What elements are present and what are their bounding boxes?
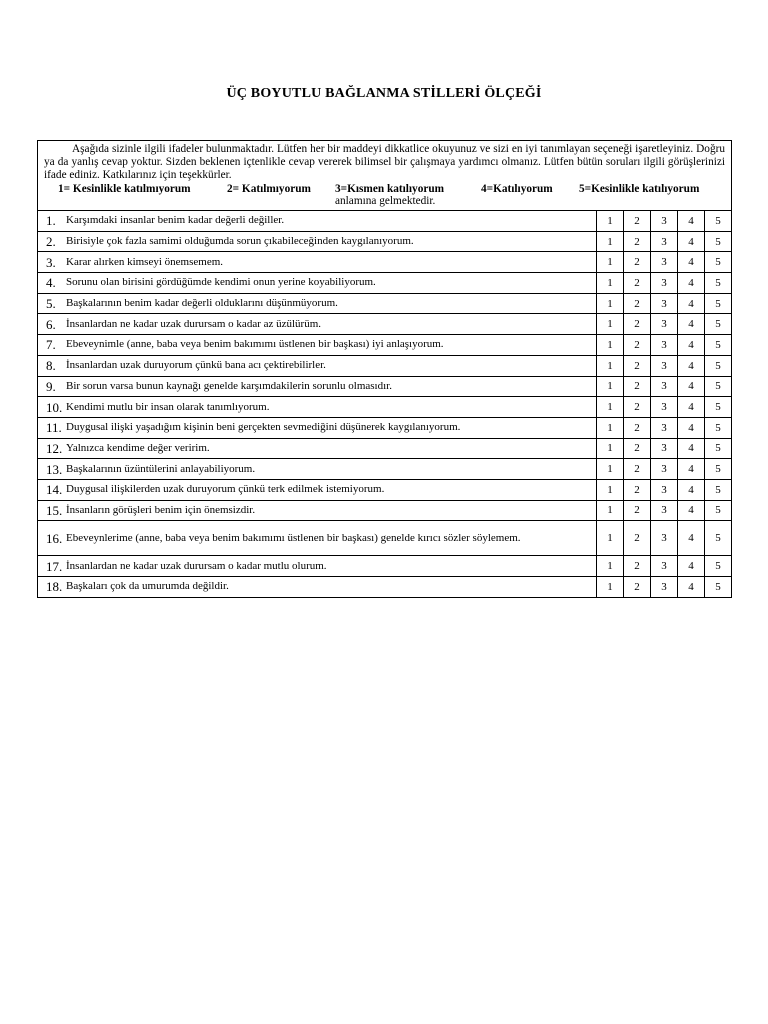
rating-option-1[interactable]: 1 <box>597 293 624 314</box>
intro-row <box>38 141 732 211</box>
item-question <box>46 463 596 476</box>
rating-option-3[interactable]: 3 <box>651 500 678 521</box>
rating-option-1[interactable]: 1 <box>597 231 624 252</box>
rating-option-1[interactable]: 1 <box>597 355 624 376</box>
item-row <box>38 293 732 314</box>
rating-option-2[interactable]: 2 <box>624 211 651 232</box>
item-text: Karşımdaki insanlar benim kadar değerli değiller. <box>66 214 285 227</box>
item-question <box>46 318 596 331</box>
item-row <box>38 211 732 232</box>
rating-option-1[interactable]: 1 <box>597 577 624 598</box>
item-number: 2. <box>46 234 56 250</box>
item-question-cell <box>38 556 597 577</box>
rating-option-5[interactable]: 5 <box>705 273 732 294</box>
rating-option-2[interactable]: 2 <box>624 459 651 480</box>
rating-option-1[interactable]: 1 <box>597 211 624 232</box>
rating-option-5[interactable]: 5 <box>705 500 732 521</box>
rating-option-3[interactable]: 3 <box>651 231 678 252</box>
item-question <box>46 214 596 227</box>
rating-option-1[interactable]: 1 <box>597 459 624 480</box>
intro-cell <box>38 141 732 211</box>
item-question-cell <box>38 335 597 356</box>
rating-option-5[interactable]: 5 <box>705 376 732 397</box>
item-question-cell <box>38 252 597 273</box>
item-question-cell <box>38 211 597 232</box>
rating-option-4[interactable]: 4 <box>678 479 705 500</box>
rating-option-3[interactable]: 3 <box>651 376 678 397</box>
item-question <box>46 401 596 414</box>
rating-option-3[interactable]: 3 <box>651 252 678 273</box>
item-row <box>38 252 732 273</box>
item-text: Birisiyle çok fazla samimi olduğumda sorun çıkabileceğinden kaygılanıyorum. <box>66 235 414 248</box>
item-question <box>46 359 596 372</box>
item-row <box>38 521 732 556</box>
rating-option-2[interactable]: 2 <box>624 273 651 294</box>
item-question-cell <box>38 397 597 418</box>
item-row <box>38 417 732 438</box>
item-text: Ebeveynimle (anne, baba veya benim bakımımı üstlenen bir başkası) iyi anlaşıyorum. <box>66 338 444 351</box>
item-question-cell <box>38 459 597 480</box>
item-row <box>38 556 732 577</box>
item-row <box>38 335 732 356</box>
rating-option-4[interactable]: 4 <box>678 355 705 376</box>
item-question-cell <box>38 479 597 500</box>
rating-option-5[interactable]: 5 <box>705 314 732 335</box>
item-number: 7. <box>46 337 56 353</box>
item-text: Duygusal ilişki yaşadığım kişinin beni gerçekten sevmediğini düşünerek kaygılanıyorum. <box>66 421 461 434</box>
rating-option-3[interactable]: 3 <box>651 293 678 314</box>
rating-option-4[interactable]: 4 <box>678 252 705 273</box>
rating-option-1[interactable]: 1 <box>597 273 624 294</box>
item-number: 14. <box>46 482 63 498</box>
item-question <box>46 580 596 593</box>
item-question <box>46 276 596 289</box>
item-number: 13. <box>46 461 63 477</box>
item-question <box>46 442 596 455</box>
item-number: 15. <box>46 502 63 518</box>
rating-option-3[interactable]: 3 <box>651 397 678 418</box>
item-row <box>38 314 732 335</box>
item-number: 6. <box>46 316 56 332</box>
item-row <box>38 438 732 459</box>
rating-option-5[interactable]: 5 <box>705 211 732 232</box>
item-row <box>38 376 732 397</box>
rating-option-2[interactable]: 2 <box>624 293 651 314</box>
rating-option-4[interactable]: 4 <box>678 397 705 418</box>
item-number: 18. <box>46 579 63 595</box>
rating-option-4[interactable]: 4 <box>678 273 705 294</box>
scale-option-3-sub: anlamına gelmektedir. <box>335 195 436 207</box>
scale-legend <box>44 183 725 207</box>
rating-option-3[interactable]: 3 <box>651 556 678 577</box>
rating-option-3[interactable]: 3 <box>651 273 678 294</box>
item-text: Duygusal ilişkilerden uzak duruyorum çünkü terk edilmek istemiyorum. <box>66 483 385 496</box>
scale-option-1: 1= Kesinlikle katılmıyorum <box>58 183 191 195</box>
item-number: 11. <box>46 420 62 436</box>
rating-option-5[interactable]: 5 <box>705 252 732 273</box>
rating-option-2[interactable]: 2 <box>624 355 651 376</box>
scale-option-5: 5=Kesinlikle katılıyorum <box>579 183 700 195</box>
item-row <box>38 577 732 598</box>
questionnaire-table <box>37 140 732 598</box>
scale-option-3-label: 3=Kısmen katılıyorum <box>335 183 445 195</box>
rating-option-5[interactable]: 5 <box>705 417 732 438</box>
intro-text: Aşağıda sizinle ilgili ifadeler bulunmaktadır. Lütfen her bir maddeyi dikkatlice okuyunuz ve sizi en iyi tanımlayan seçeneği işaretleyiniz. Doğru ya da yanlış cevap yoktur. Sizden beklenen içtenlikle cevap vererek bilimsel bir çalışmaya yardımcı olmanız. Lütfen bütün soruları ilgili görüşlerinizi ifade ediniz. Katkılarınız için teşekkürler. <box>44 143 726 181</box>
item-text: Başkalarının üzüntülerini anlayabiliyorum. <box>66 462 256 475</box>
rating-option-3[interactable]: 3 <box>651 335 678 356</box>
rating-option-2[interactable]: 2 <box>624 521 651 556</box>
rating-option-5[interactable]: 5 <box>705 397 732 418</box>
rating-option-3[interactable]: 3 <box>651 459 678 480</box>
rating-option-1[interactable]: 1 <box>597 417 624 438</box>
rating-option-2[interactable]: 2 <box>624 438 651 459</box>
rating-option-2[interactable]: 2 <box>624 500 651 521</box>
rating-option-4[interactable]: 4 <box>678 438 705 459</box>
rating-option-4[interactable]: 4 <box>678 577 705 598</box>
item-text: Sorunu olan birisini gördüğümde kendimi onun yerine koyabiliyorum. <box>66 276 376 289</box>
rating-option-5[interactable]: 5 <box>705 438 732 459</box>
rating-option-2[interactable]: 2 <box>624 335 651 356</box>
rating-option-5[interactable]: 5 <box>705 293 732 314</box>
item-question <box>46 297 596 310</box>
item-text: Karar alırken kimseyi önemsemem. <box>66 255 224 268</box>
scale-option-4: 4=Katılıyorum <box>481 183 553 195</box>
scale-option-3 <box>335 183 481 207</box>
item-number: 16. <box>46 530 63 546</box>
scale-option-2: 2= Katılmıyorum <box>227 183 311 195</box>
rating-option-4[interactable]: 4 <box>678 556 705 577</box>
item-number: 12. <box>46 440 63 456</box>
rating-option-1[interactable]: 1 <box>597 335 624 356</box>
item-question-cell <box>38 376 597 397</box>
item-number: 17. <box>46 558 63 574</box>
rating-option-4[interactable]: 4 <box>678 293 705 314</box>
rating-option-5[interactable]: 5 <box>705 556 732 577</box>
item-question-cell <box>38 438 597 459</box>
item-number: 3. <box>46 254 56 270</box>
item-row <box>38 479 732 500</box>
rating-option-2[interactable]: 2 <box>624 577 651 598</box>
rating-option-4[interactable]: 4 <box>678 335 705 356</box>
rating-option-4[interactable]: 4 <box>678 376 705 397</box>
rating-option-4[interactable]: 4 <box>678 459 705 480</box>
rating-option-4[interactable]: 4 <box>678 500 705 521</box>
rating-option-4[interactable]: 4 <box>678 417 705 438</box>
item-text: Başkaları çok da umurumda değildir. <box>66 580 229 593</box>
rating-option-1[interactable]: 1 <box>597 521 624 556</box>
rating-option-1[interactable]: 1 <box>597 479 624 500</box>
rating-option-2[interactable]: 2 <box>624 556 651 577</box>
item-row <box>38 459 732 480</box>
item-question <box>46 483 596 496</box>
item-question-cell <box>38 500 597 521</box>
rating-option-3[interactable]: 3 <box>651 521 678 556</box>
rating-option-5[interactable]: 5 <box>705 335 732 356</box>
item-number: 10. <box>46 399 63 415</box>
rating-option-2[interactable]: 2 <box>624 231 651 252</box>
item-text: İnsanlardan ne kadar uzak durursam o kadar mutlu olurum. <box>66 559 327 572</box>
item-text: İnsanların görüşleri benim için önemsizdir. <box>66 503 256 516</box>
rating-option-4[interactable]: 4 <box>678 211 705 232</box>
item-row <box>38 231 732 252</box>
rating-option-1[interactable]: 1 <box>597 314 624 335</box>
item-number: 8. <box>46 358 56 374</box>
rating-option-3[interactable]: 3 <box>651 355 678 376</box>
item-question-cell <box>38 293 597 314</box>
rating-option-5[interactable]: 5 <box>705 459 732 480</box>
item-question <box>46 256 596 269</box>
rating-option-3[interactable]: 3 <box>651 417 678 438</box>
rating-option-5[interactable]: 5 <box>705 479 732 500</box>
rating-option-1[interactable]: 1 <box>597 438 624 459</box>
item-text: İnsanlardan uzak duruyorum çünkü bana acı çektirebilirler. <box>66 359 326 372</box>
item-question-cell <box>38 314 597 335</box>
item-question-cell <box>38 577 597 598</box>
rating-option-4[interactable]: 4 <box>678 521 705 556</box>
rating-option-5[interactable]: 5 <box>705 231 732 252</box>
item-question-cell <box>38 355 597 376</box>
item-number: 1. <box>46 213 56 229</box>
rating-option-2[interactable]: 2 <box>624 397 651 418</box>
item-question <box>46 421 596 434</box>
rating-option-5[interactable]: 5 <box>705 521 732 556</box>
rating-option-2[interactable]: 2 <box>624 417 651 438</box>
rating-option-2[interactable]: 2 <box>624 376 651 397</box>
rating-option-2[interactable]: 2 <box>624 479 651 500</box>
item-number: 9. <box>46 378 56 394</box>
rating-option-1[interactable]: 1 <box>597 252 624 273</box>
item-text: Kendimi mutlu bir insan olarak tanımlıyorum. <box>66 400 270 413</box>
item-text: Ebeveynlerime (anne, baba veya benim bakımımı üstlenen bir başkası) genelde kırıcı sözler söylemem. <box>66 531 521 544</box>
rating-option-1[interactable]: 1 <box>597 500 624 521</box>
item-text: Başkalarının benim kadar değerli olduklarını düşünmüyorum. <box>66 297 338 310</box>
item-row <box>38 500 732 521</box>
item-question <box>46 235 596 248</box>
item-question <box>46 504 596 517</box>
rating-option-3[interactable]: 3 <box>651 211 678 232</box>
item-question-cell <box>38 231 597 252</box>
item-number: 5. <box>46 296 56 312</box>
item-question-cell <box>38 521 597 556</box>
rating-option-2[interactable]: 2 <box>624 252 651 273</box>
rating-option-3[interactable]: 3 <box>651 479 678 500</box>
item-row <box>38 273 732 294</box>
item-question-cell <box>38 417 597 438</box>
item-question <box>46 532 596 545</box>
rating-option-3[interactable]: 3 <box>651 577 678 598</box>
rating-option-3[interactable]: 3 <box>651 438 678 459</box>
rating-option-4[interactable]: 4 <box>678 231 705 252</box>
item-number: 4. <box>46 275 56 291</box>
rating-option-2[interactable]: 2 <box>624 314 651 335</box>
rating-option-5[interactable]: 5 <box>705 355 732 376</box>
rating-option-1[interactable]: 1 <box>597 397 624 418</box>
item-question-cell <box>38 273 597 294</box>
item-row <box>38 397 732 418</box>
rating-option-1[interactable]: 1 <box>597 376 624 397</box>
item-text: Yalnızca kendime değer veririm. <box>66 441 210 454</box>
item-text: İnsanlardan ne kadar uzak durursam o kadar az üzülürüm. <box>66 317 322 330</box>
rating-option-4[interactable]: 4 <box>678 314 705 335</box>
page-title: ÜÇ BOYUTLU BAĞLANMA STİLLERİ ÖLÇEĞİ <box>226 86 542 101</box>
item-row <box>38 355 732 376</box>
questionnaire-body <box>38 141 732 598</box>
rating-option-5[interactable]: 5 <box>705 577 732 598</box>
rating-option-1[interactable]: 1 <box>597 556 624 577</box>
item-question <box>46 338 596 351</box>
rating-option-3[interactable]: 3 <box>651 314 678 335</box>
item-text: Bir sorun varsa bunun kaynağı genelde karşımdakilerin sorunlu olmasıdır. <box>66 379 392 392</box>
item-question <box>46 560 596 573</box>
item-question <box>46 380 596 393</box>
